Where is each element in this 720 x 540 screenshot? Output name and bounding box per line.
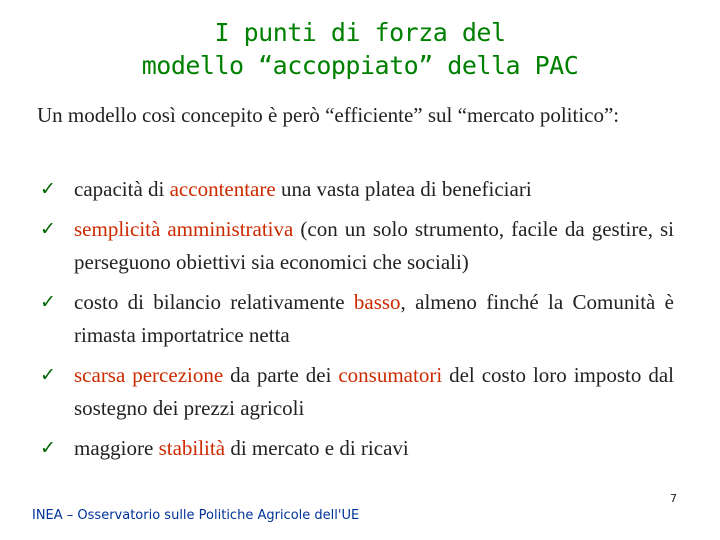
slide-title-line-2: modello “accoppiato” della PAC bbox=[141, 51, 579, 80]
highlighted-text: basso bbox=[353, 290, 401, 314]
checkmark-icon: ✓ bbox=[40, 437, 56, 459]
bullet-list bbox=[40, 173, 674, 472]
checkmark-icon: ✓ bbox=[40, 178, 56, 200]
intro-text: Un modello così concepito è però “efficiente” sul “mercato politico”: bbox=[37, 103, 620, 127]
bullet-text: di mercato e di ricavi bbox=[225, 436, 409, 460]
highlighted-text: scarsa percezione bbox=[74, 363, 224, 387]
bullet-text: capacità di bbox=[74, 177, 170, 201]
bullet-item bbox=[40, 432, 674, 465]
slide-title bbox=[0, 16, 720, 82]
bullet-text: costo di bilancio relativamente bbox=[74, 290, 354, 314]
bullet-text: da parte dei bbox=[223, 363, 339, 387]
checkmark-icon: ✓ bbox=[40, 218, 56, 240]
highlighted-text: consumatori bbox=[338, 363, 443, 387]
checkmark-icon: ✓ bbox=[40, 291, 56, 313]
bullet-text: maggiore bbox=[74, 436, 159, 460]
highlighted-text: stabilità bbox=[158, 436, 226, 460]
slide-title-line-1: I punti di forza del bbox=[214, 18, 506, 47]
bullet-text: una vasta platea di beneficiari bbox=[275, 177, 532, 201]
bullet-item bbox=[40, 359, 674, 425]
bullet-text: , almeno finché la Comunità è rimasta importatrice netta bbox=[74, 290, 674, 347]
bullet-text: del costo loro imposto dal sostegno dei prezzi agricoli bbox=[74, 363, 674, 420]
highlighted-text: semplicità amministrativa bbox=[74, 217, 294, 241]
checkmark-icon: ✓ bbox=[40, 364, 56, 386]
bullet-text: (con un solo strumento, facile da gestire, si perseguono obiettivi sia economici che sociali) bbox=[74, 217, 674, 274]
bullet-item bbox=[40, 173, 674, 206]
bullet-item bbox=[40, 213, 674, 279]
page-number: 7 bbox=[670, 492, 677, 505]
highlighted-text: accontentare bbox=[169, 177, 276, 201]
footer-source: INEA – Osservatorio sulle Politiche Agricole dell'UE bbox=[32, 508, 360, 523]
bullet-item bbox=[40, 286, 674, 352]
